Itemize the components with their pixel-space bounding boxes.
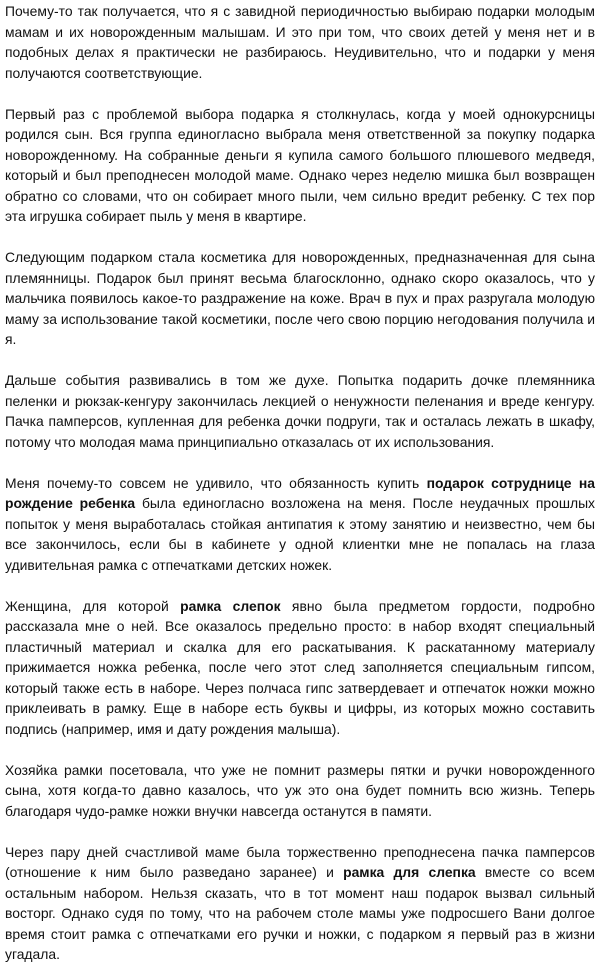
paragraph-6-text-before: Женщина, для которой (5, 597, 181, 614)
paragraph-8-text-before: Через пару дней счастливой маме была торжественно преподнесена пачка памперсов (отношение к ним было разведано заранее) и (5, 843, 595, 880)
paragraph-2: Первый раз с проблемой выбора подарка я столкнулась, когда у моей однокурсницы родился сын. Вся группа единогласно выбрала меня ответственной за покупку подарка новорожденному. На собранные деньги я купила самого большого плюшевого медведя, который и был преподнесен молодой маме. Однако через неделю мишка был возвращен обратно со словами, что он собирает много пыли, чем сильно вредит ребенку. С тех пор эта игрушка собирает пыль у меня в квартире. (5, 105, 595, 224)
paragraph-5-text-before: Меня почему-то совсем не удивило, что обязанность купить (5, 474, 427, 491)
paragraph-8-text-after: вместе со всем остальным набором. Нельзя сказать, что в тот момент наш подарок вызвал сильный восторг. Однако судя по тому, что на рабочем столе мамы уже подросшего Вани долгое время стоит рамка с отпечатками его ручки и ножки, с подарком я первый раз в жизни угадала. (5, 864, 595, 962)
paragraph-6 (5, 596, 595, 740)
paragraph-5 (5, 473, 595, 576)
paragraph-7: Хозяйка рамки посетовала, что уже не помнит размеры пятки и ручки новорожденного сына, хотя когда-то давно казалось, что уж это она будет помнить всю жизнь. Теперь благодаря чудо-рамке ножки внучки навсегда останутся в памяти. (5, 761, 595, 819)
gift-for-colleague-link[interactable]: подарок сотруднице на рождение ребенка (5, 474, 595, 511)
paragraph-1: Почему-то так получается, что я с завидной периодичностью выбираю подарки молодым мамам и их новорожденным малышам. И это при том, что своих детей у меня нет и в подобных делах я практически не разбираюсь. Неудивительно, что и подарки у меня получаются соответствующие. (5, 3, 595, 81)
paragraph-3: Следующим подарком стала косметика для новорожденных, предназначенная для сына племянницы. Подарок был принят весьма благосклонно, однако скоро оказалось, что у мальчика появилось какое-то раздражение на коже. Врач в пух и прах разругала молодую маму за использование такой косметики, после чего свою порцию негодования получила и я. (5, 249, 595, 347)
paragraph-6-text-after: явно была предметом гордости, подробно рассказала мне о ней. Все оказалось предельно просто: в набор входят специальный пластичный материал и скалка для его раскатывания. К раскатанному материалу прижимается ножка ребенка, после чего этот след заполняется специальным гипсом, который также есть в наборе. Через полчаса гипс затвердевает и отпечаток ножки можно приклеивать в рамку. Еще в наборе есть буквы и цифры, из которых можно составить подпись (например, имя и дату рождения малыша). (5, 597, 595, 737)
paragraph-5-text-after: была единогласно возложена на меня. После неудачных прошлых попыток у меня выработалась стойкая антипатия к этому занятию и неизвестно, чем бы все закончилось, если бы в кабинете у одной клиентки мне не попалась на глаза удивительная рамка с отпечатками детских ножек. (5, 495, 596, 573)
paragraph-8 (5, 842, 595, 965)
imprint-frame-link[interactable]: рамка слепок (180, 597, 281, 614)
paragraph-4: Дальше события развивались в том же духе. Попытка подарить дочке племянника пеленки и рюкзак-кенгуру закончилась лекцией о ненужности пеленания и вреде кенгуру. Пачка памперсов, купленная для ребенка дочки подруги, так и осталась лежать в шкафу, потому что молодая мама принципиально отказалась от их использования. (5, 372, 595, 450)
frame-for-imprint-link[interactable]: рамка для слепка (343, 864, 476, 880)
